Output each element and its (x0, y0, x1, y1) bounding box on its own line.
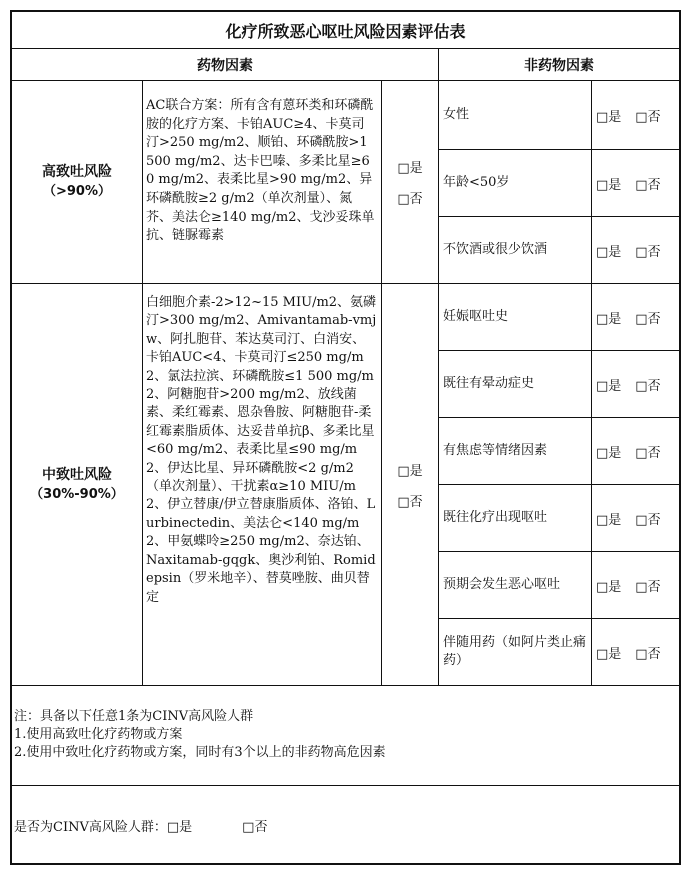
no-checkbox[interactable]: □否 (635, 646, 661, 662)
factor-female-choice (592, 81, 679, 149)
factor-motion-sickness: 既往有晕动症史 (443, 376, 535, 391)
header-drug-factors: 药物因素 (197, 57, 253, 74)
yes-checkbox[interactable]: □是 (596, 445, 622, 461)
moderate-risk-drugs: 白细胞介素-2>12~15 MIU/m2、氨磷汀>300 mg/m2、Amivantamab-vmjw、阿扎胞苷、苯达莫司汀、白消安、卡铂AUC<4、卡莫司汀≤250 mg/m2、氯法拉滨、环磷酰胺≤1 500 mg/m2、阿糖胞苷>200 mg/m2、放线菌素、柔红霉素、恩杂鲁胺、阿糖胞苷-柔红霉素脂质体、达妥昔单抗β、多柔比星<60 mg/m2、表柔比星≤90 mg/m2、伊达比星、异环磷酰胺<2 g/m2（单次剂量）、干扰素α≥10 MIU/m2、伊立替康/伊立替康脂质体、洛铂、Lurbinectedin、美法仑<140 mg/m2、甲氨蝶呤≥250 mg/m2、奈达铂、Naxitamab-gqgk、奥沙利铂、Romidepsin（罗米地辛）、替莫唑胺、曲贝替定 (146, 295, 377, 605)
factor-anticipatory-choice (592, 552, 679, 618)
yes-checkbox[interactable]: □是 (596, 646, 622, 662)
factor-prior-choice (592, 485, 679, 551)
yes-checkbox[interactable]: □是 (596, 311, 622, 327)
no-checkbox[interactable]: □否 (635, 177, 661, 193)
moderate-risk-label: 中致吐风险 (42, 466, 112, 483)
factor-pregnancy-choice (592, 284, 679, 350)
table-title: 化疗所致恶心呕吐风险因素评估表 (225, 21, 466, 41)
high-risk-drugs: AC联合方案：所有含有蒽环类和环磷酰胺的化疗方案、卡铂AUC≥4、卡莫司汀>250 mg/m2、顺铂、环磷酰胺>1 500 mg/m2、达卡巴嗪、多柔比星≥60 mg/m2、表柔比星>90 mg/m2、异环磷酰胺≥2 g/m2（单次剂量）、氮芥、美法仑≥140 mg/m2、戈沙妥珠单抗、链脲霉素 (146, 98, 375, 244)
moderate-risk-choice (382, 284, 438, 685)
high-risk-label: 高致吐风险 (42, 164, 112, 180)
note-section (12, 686, 679, 785)
no-checkbox[interactable]: □否 (635, 311, 661, 327)
factor-concomitant-choice (592, 619, 679, 685)
high-risk-no-checkbox[interactable]: □否 (397, 192, 423, 207)
header-nondrug-factors: 非药物因素 (524, 57, 594, 74)
yes-checkbox[interactable]: □是 (596, 579, 622, 595)
yes-checkbox[interactable]: □是 (596, 244, 622, 260)
factor-anticipatory: 预期会发生恶心呕吐 (443, 577, 561, 592)
no-checkbox[interactable]: □否 (635, 109, 661, 125)
final-question-row (12, 786, 679, 864)
factor-pregnancy-vomiting: 妊娠呕吐史 (443, 309, 509, 324)
note-item-2: 2.使用中致吐化疗药物或方案，同时有3个以上的非药物高危因素 (14, 745, 386, 760)
factor-age-choice (592, 150, 679, 216)
factor-anxiety: 有焦虑等情绪因素 (443, 443, 548, 458)
factor-anxiety-choice (592, 418, 679, 484)
yes-checkbox[interactable]: □是 (596, 177, 622, 193)
moderate-risk-range: （30%-90%） (30, 486, 124, 502)
note-item-1: 1.使用高致吐化疗药物或方案 (14, 727, 183, 742)
yes-checkbox[interactable]: □是 (596, 512, 622, 528)
factor-female: 女性 (443, 107, 470, 122)
factor-age: 年龄<50岁 (443, 175, 510, 190)
factor-motion-choice (592, 351, 679, 417)
no-checkbox[interactable]: □否 (635, 512, 661, 528)
high-risk-level (12, 81, 142, 283)
note-heading: 注：具备以下任意1条为CINV高风险人群 (14, 709, 254, 724)
factor-prior-vomiting: 既往化疗出现呕吐 (443, 510, 548, 525)
no-checkbox[interactable]: □否 (635, 445, 661, 461)
yes-checkbox[interactable]: □是 (596, 378, 622, 394)
final-no-checkbox[interactable]: □否 (242, 819, 268, 835)
moderate-risk-level (12, 284, 142, 685)
factor-alcohol: 不饮酒或很少饮酒 (443, 242, 548, 257)
moderate-risk-no-checkbox[interactable]: □否 (397, 494, 423, 510)
high-risk-range: （>90%） (42, 184, 111, 199)
final-question: 是否为CINV高风险人群： (14, 819, 167, 835)
no-checkbox[interactable]: □否 (635, 244, 661, 260)
final-yes-checkbox[interactable]: □是 (166, 819, 193, 835)
factor-concomitant-drugs: 伴随用药（如阿片类止痛药） (443, 635, 587, 668)
moderate-risk-yes-checkbox[interactable]: □是 (397, 463, 423, 479)
high-risk-yes-checkbox[interactable]: □是 (397, 161, 423, 176)
no-checkbox[interactable]: □否 (635, 579, 661, 595)
high-risk-choice (382, 81, 438, 283)
no-checkbox[interactable]: □否 (635, 378, 661, 394)
factor-alcohol-choice (592, 217, 679, 283)
yes-checkbox[interactable]: □是 (596, 109, 622, 125)
